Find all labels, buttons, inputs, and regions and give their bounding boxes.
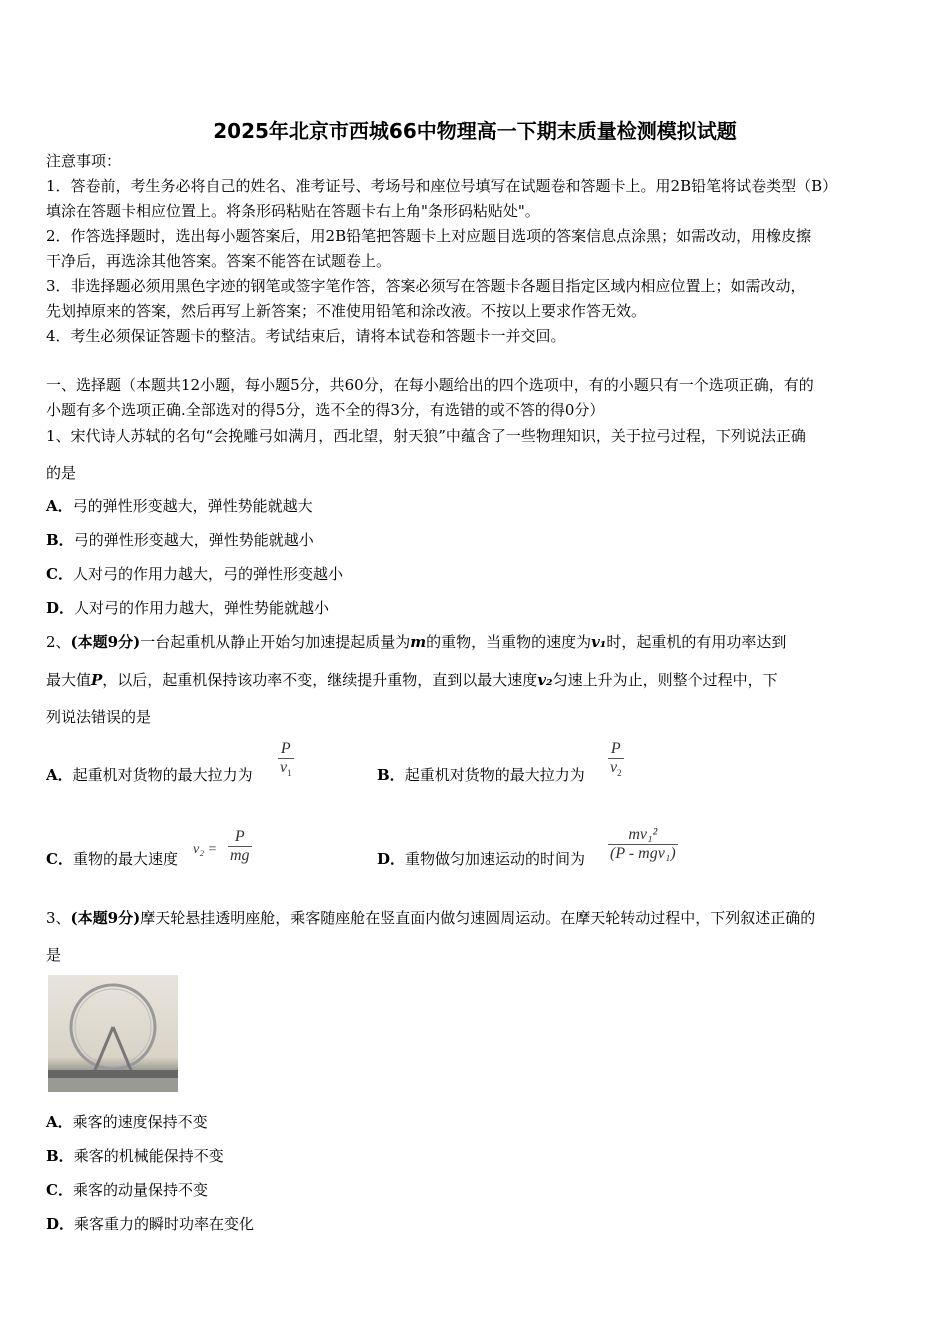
q3-stem [46,909,815,927]
denominator: (P - mgv₁) [610,845,676,862]
q1-stem: 的是 [46,464,77,482]
q2-stem [46,671,778,689]
option-text: 人对弓的作用力越大，弓的弹性形变越小 [72,565,343,583]
var-v1: v₁ [591,633,607,651]
numerator: mv₁² [628,826,658,843]
notice-line: 1．答卷前，考生务必将自己的姓名、准考证号、考场号和座位号填写在试题卷和答题卡上。用2B铅笔将试卷类型（B） [46,177,838,195]
notice-line: 先划掉原来的答案，然后再写上新答案；不准使用铅笔和涂改液。不按以上要求作答无效。 [46,302,647,320]
denominator [278,758,294,778]
option-key: D． [377,850,406,868]
stem-text: 的重物，当重物的速度为 [426,633,592,651]
page-title: 2025年北京市西城66中物理高一下期末质量检测模拟试题 [213,119,737,143]
notice-line: 2．作答选择题时，选出每小题答案后，用2B铅笔把答题卡上对应题目选项的答案信息点涂黑；如需改动，用橡皮擦 [46,227,812,245]
formula-time [608,826,678,863]
numerator: P [280,740,291,757]
q2-option-d [377,850,585,868]
q-score: (本题9分) [70,633,141,651]
denominator: mg [230,847,250,864]
q1-stem: 1、宋代诗人苏轼的名句“会挽雕弓如满月，西北望，射天狼”中蕴含了一些物理知识，关于拉弓过程，下列说法正确 [46,427,806,445]
stem-text: 时，起重机的有用功率达到 [606,633,787,651]
formula-lhs: v₂ = [193,842,218,857]
option-text: 乘客的机械能保持不变 [73,1147,224,1165]
option-key: D． [46,599,75,617]
option-key: A． [46,1113,73,1131]
var-m: m [410,633,427,651]
ferris-wheel-image [48,975,178,1092]
den-sub: 2 [617,768,622,779]
q3-option-a [46,1113,208,1131]
option-text: 乘客重力的瞬时功率在变化 [74,1215,255,1233]
q2-option-a [46,766,253,784]
var-v2: v₂ [537,671,553,689]
option-text: 起重机对货物的最大拉力为 [72,766,253,784]
stem-text: 摩天轮悬挂透明座舱，乘客随座舱在竖直面内做匀速圆周运动。在摩天轮转动过程中，下列叙述正确的 [140,909,816,927]
denominator [608,758,624,778]
q3-stem: 是 [46,946,62,964]
q-score: (本题9分) [70,909,141,927]
option-text: 弓的弹性形变越大，弹性势能就越大 [72,497,313,515]
option-key: D． [46,1215,75,1233]
notice-line: 3．非选择题必须用黑色字迹的钢笔或签字笔作答，答案必须写在答题卡各题目指定区域内相应位置上；如需改动， [46,277,806,295]
q2-option-b [377,766,585,784]
q3-option-b [46,1147,224,1165]
option-key: A． [46,766,73,784]
formula-p-over-mg [228,828,252,865]
option-text: 起重机对货物的最大拉力为 [404,766,585,784]
den-var: v [610,759,618,776]
q1-option-a [46,497,313,515]
var-p: P [91,671,103,689]
option-key: B． [46,531,74,549]
option-text: 乘客的动量保持不变 [72,1181,208,1199]
q-number: 3、 [46,909,71,927]
numerator: P [610,740,621,757]
stem-text: 一台起重机从静止开始匀加速提起质量为 [140,633,411,651]
option-text: 人对弓的作用力越大，弹性势能就越小 [74,599,330,617]
option-key: C． [46,1181,73,1199]
q1-option-b [46,531,314,549]
formula-p-over-v2 [608,740,624,778]
section-heading: 小题有多个选项正确.全部选对的得5分，选不全的得3分，有选错的或不答的得0分） [46,401,605,419]
option-key: B． [46,1147,74,1165]
den-sub: 1 [287,768,292,779]
notice-line: 干净后，再选涂其他答案。答案不能答在试题卷上。 [46,252,392,270]
option-key: A． [46,497,73,515]
q2-option-c [46,850,178,868]
stem-text: ，以后，起重机保持该功率不变，继续提升重物，直到以最大速度 [102,671,538,689]
q3-option-d [46,1215,254,1233]
stem-text: 最大值 [46,671,92,689]
notice-heading: 注意事项： [46,152,122,170]
option-key: C． [46,850,73,868]
option-key: B． [377,766,405,784]
formula-p-over-v1 [278,740,294,778]
q2-stem: 列说法错误的是 [46,708,152,726]
numerator: P [234,828,245,845]
notice-line: 填涂在答题卡相应位置上。将条形码粘贴在答题卡右上角"条形码粘贴处"。 [46,202,540,220]
option-text: 弓的弹性形变越大，弹性势能就越小 [73,531,314,549]
option-key: C． [46,565,73,583]
den-var: v [280,759,288,776]
q2-stem [46,633,786,651]
option-text: 重物的最大速度 [72,850,178,868]
option-text: 乘客的速度保持不变 [72,1113,208,1131]
section-heading: 一、选择题（本题共12小题，每小题5分，共60分，在每小题给出的四个选项中，有的小题只有一个选项正确，有的 [46,376,814,394]
option-text: 重物做匀加速运动的时间为 [405,850,586,868]
q3-option-c [46,1181,208,1199]
q1-option-d [46,599,329,617]
stem-text: 匀速上升为止，则整个过程中，下 [552,671,778,689]
q-number: 2、 [46,633,71,651]
q1-option-c [46,565,343,583]
notice-line: 4．考生必须保证答题卡的整洁。考试结束后，请将本试卷和答题卡一并交回。 [46,327,566,345]
